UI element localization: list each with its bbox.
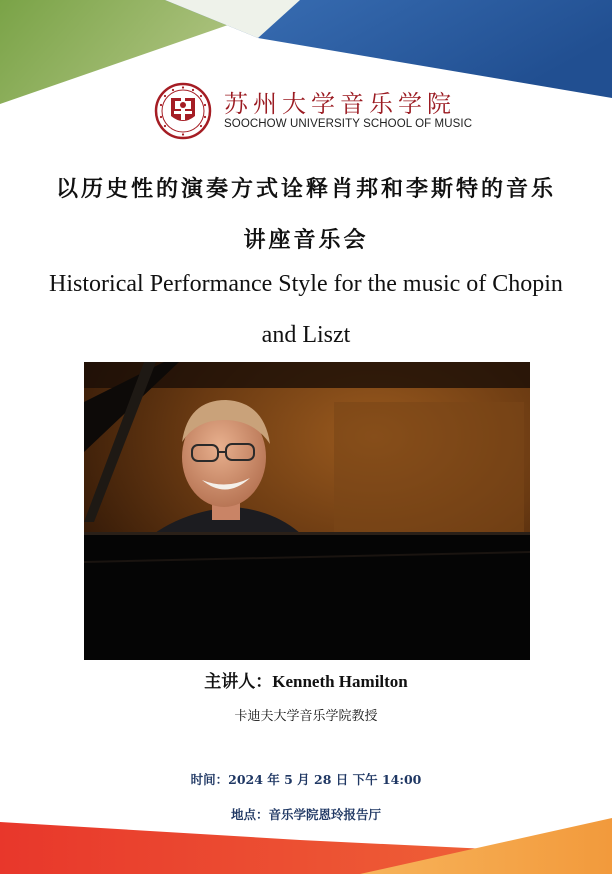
speaker-line — [0, 667, 612, 692]
school-name-cn: 苏州大学音乐学院 — [224, 90, 456, 118]
title-en-line1: Historical Performance Style for the music of Chopin — [49, 271, 563, 297]
speaker-name: Kenneth Hamilton — [272, 672, 408, 691]
pianist-at-piano-image — [84, 362, 530, 660]
event-time: 时间：2024 年 5 月 28 日 下午 14:00 — [190, 772, 422, 787]
speaker-label: 主讲人： — [204, 672, 273, 692]
school-logo — [152, 82, 472, 140]
speaker-affiliation: 卡迪夫大学音乐学院教授 — [234, 709, 378, 724]
speaker-photo — [84, 362, 530, 660]
university-seal-icon — [152, 82, 214, 140]
title-en-line2: and Liszt — [261, 322, 351, 348]
title-cn-line1: 以历史性的演奏方式诠释肖邦和李斯特的音乐 — [55, 176, 556, 202]
event-place: 地点：音乐学院恩玲报告厅 — [230, 807, 381, 822]
school-name-en: SOOCHOW UNIVERSITY SCHOOL OF MUSIC — [224, 118, 473, 130]
title-cn-line2: 讲座音乐会 — [243, 227, 369, 253]
